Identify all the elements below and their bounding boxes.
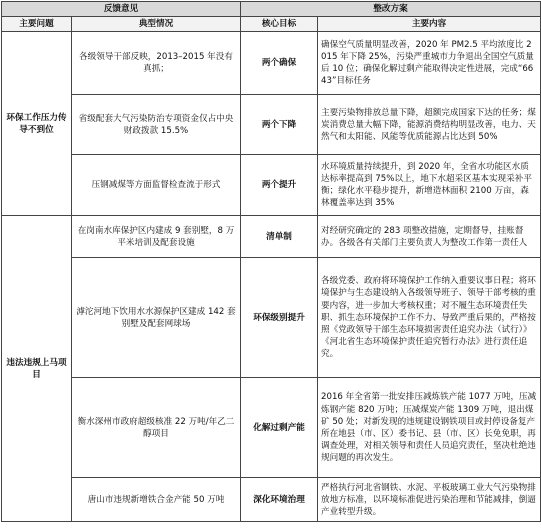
content-cell: 水环境质量持续提升，到 2020 年，全省水功能区水质达标率提高到 75%以上，地下水超采区基本实现采补平衡；绿化水平稳步提升，新增造林面积 2100 万亩，森林覆盖率达到 35% xyxy=(318,155,541,216)
header-core-goal: 核心目标 xyxy=(241,17,318,32)
table-row xyxy=(2,478,541,522)
header-main-issue: 主要问题 xyxy=(2,17,72,32)
case-cell: 压钢减煤等方面监督检查流于形式 xyxy=(72,155,241,216)
goal-cell: 两个下降 xyxy=(241,95,318,155)
header-row-sub xyxy=(2,17,541,32)
case-cell: 滹沱河地下饮用水水源保护区建成 142 套别墅及配套网球场 xyxy=(72,258,241,378)
issue-cell: 环保工作压力传导不到位 xyxy=(2,32,72,216)
case-cell: 在岗南水库保护区内建成 9 套别墅，8 万平米培训及配套设施 xyxy=(72,216,241,258)
rectification-table xyxy=(1,1,541,522)
case-cell: 唐山市违规新增铁合金产能 50 万吨 xyxy=(72,478,241,522)
issue-cell: 违法违规上马项目 xyxy=(2,216,72,522)
header-plan: 整改方案 xyxy=(241,2,541,17)
goal-cell: 深化环境治理 xyxy=(241,478,318,522)
header-row-top xyxy=(2,2,541,17)
goal-cell: 环保级别提升 xyxy=(241,258,318,378)
content-cell: 2016 年全省第一批安排压减炼铁产能 1077 万吨，压减炼钢产能 820 万吨；压减煤炭产能 1309 万吨，退出煤矿 50 处；对新发现的违规建设钢铁项目或封停设备复产所在地县（市、区）委书记、县（市、区）长免免职，再调查处理，对相关领导和责任人员追究责任，坚决杜绝违规问题的再次发生。 xyxy=(318,378,541,478)
goal-cell: 两个提升 xyxy=(241,155,318,216)
case-cell: 衡水深州市政府超级核准 22 万吨/年乙二醇项目 xyxy=(72,378,241,478)
table-row xyxy=(2,216,541,258)
case-cell: 省级配套大气污染防治专项资金仅占中央财政拨款 15.5% xyxy=(72,95,241,155)
header-typical-case: 典型情况 xyxy=(72,17,241,32)
header-main-content: 主要内容 xyxy=(318,17,541,32)
table-row xyxy=(2,155,541,216)
content-cell: 主要污染物排放总量下降，超额完成国家下达的任务；煤炭消费总量大幅下降，能源消费结构明显改善，电力、天然气和太阳能、风能等优质能源占比达到 50% xyxy=(318,95,541,155)
table-row xyxy=(2,258,541,378)
header-feedback: 反馈意见 xyxy=(2,2,241,17)
goal-cell: 化解过剩产能 xyxy=(241,378,318,478)
table-row xyxy=(2,95,541,155)
table-row xyxy=(2,378,541,478)
content-cell: 对经研究确定的 283 项整改措施，定期督导，挂账督办。各级各有关部门主要负责人为整改工作第一责任人 xyxy=(318,216,541,258)
goal-cell: 两个确保 xyxy=(241,32,318,95)
case-cell: 各级领导干部反映，2013–2015 年没有真抓； xyxy=(72,32,241,95)
content-cell: 确保空气质量明显改善，2020 年 PM2.5 平均浓度比 2015 年下降 25%，污染严重城市力争退出全国空气质量后 10 位；确保化解过剩产能取得决定性进展，完成“6643”目标任务 xyxy=(318,32,541,95)
content-cell: 严格执行河北省钢铁、水泥、平板玻璃工业大气污染物排放地方标准，以环境标准促进污染治理和节能减排，倒逼产业转型升级。 xyxy=(318,478,541,522)
table-row xyxy=(2,32,541,95)
goal-cell: 清单制 xyxy=(241,216,318,258)
content-cell: 各级党委、政府将环境保护工作纳入重要议事日程；将环境保护与生态建设纳入各级领导班子、领导干部考核的重要内容，进一步加大考核权重；对不履生态环境责任失职、抓生态环境保护工作不力、导致严重后果的，严格按照《党政领导干部生态环境损害责任追究办法（试行）》《河北省生态环境保护责任追究暂行办法》进行责任追究。 xyxy=(318,258,541,378)
